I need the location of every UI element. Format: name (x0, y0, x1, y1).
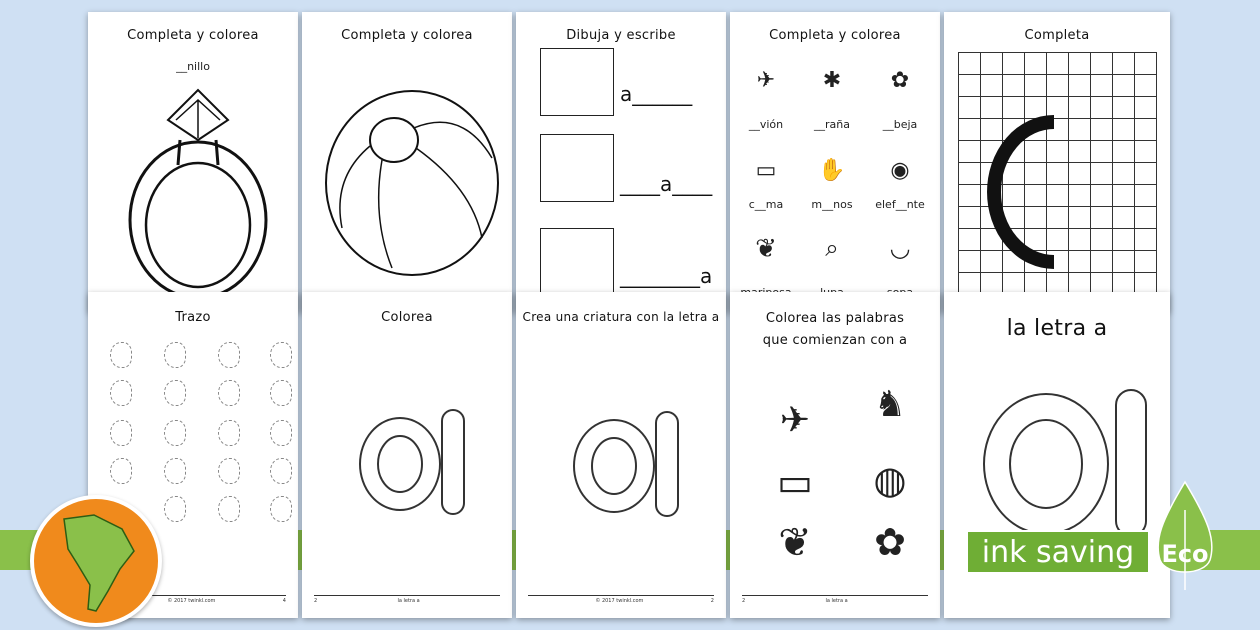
airplane-icon: ✈ (756, 68, 776, 93)
sheet-title: Completa y colorea (769, 28, 901, 43)
dashed-letter (270, 342, 292, 368)
sheet-footer (314, 595, 500, 608)
dashed-letter (270, 496, 292, 522)
dashed-letter (218, 458, 240, 484)
leaf-icon (1152, 480, 1218, 590)
sheet-complete-words (730, 12, 940, 312)
sheet-footer (528, 595, 714, 608)
sheet-ball (302, 12, 512, 312)
airplane-icon: ✈ (779, 400, 811, 441)
ball-icon: ◍ (873, 458, 907, 502)
drawing-box (540, 48, 614, 116)
dashed-letter (110, 458, 132, 484)
sheet-title: Dibuja y escribe (566, 28, 676, 43)
bed-icon: ▭ (755, 158, 777, 183)
beach-ball-illustration (322, 88, 502, 278)
dashed-letter (110, 380, 132, 406)
write-line: ____a____ (620, 172, 713, 196)
footer-copyright: © 2017 twinkl.com (595, 598, 644, 604)
south-america-badge (30, 495, 162, 627)
sheet-title: Colorea (381, 310, 433, 325)
word-blank: __raña (814, 118, 850, 131)
drawing-box (540, 228, 614, 296)
word-blank: elef__nte (875, 198, 925, 211)
dashed-letter (270, 458, 292, 484)
ink-saving-label: ink saving (966, 530, 1150, 574)
word-blank: __beja (882, 118, 918, 131)
footer-page: 2 (710, 598, 714, 604)
write-line: ________a (620, 264, 713, 288)
sheet-title: Crea una criatura con la letra a (522, 310, 720, 324)
dashed-letter (218, 380, 240, 406)
sheet-footer (742, 595, 928, 608)
dashed-letter (164, 458, 186, 484)
write-line: a______ (620, 82, 693, 106)
footer-page: 2 (742, 598, 746, 604)
dashed-letter (218, 496, 240, 522)
cat-icon: ♞ (873, 384, 907, 425)
word-blank: __vión (748, 118, 784, 131)
dashed-letter (218, 342, 240, 368)
elephant-icon: ◉ (890, 158, 910, 183)
sheet-title: Colorea las palabras que comienzan con a (762, 311, 908, 348)
outline-letter-a (352, 402, 472, 522)
cover-title: la letra a (1006, 316, 1108, 341)
word-blank: m__nos (811, 198, 853, 211)
sheet-title: Completa y colorea (341, 28, 473, 43)
ring-illustration (118, 80, 278, 300)
sheet-grid-letter (944, 12, 1170, 312)
eco-label: Eco (1161, 540, 1209, 568)
dashed-letter (164, 342, 186, 368)
spider-icon: ✱ (822, 68, 842, 93)
bee-icon: ✿ (874, 520, 906, 564)
sheet-title: Trazo (175, 310, 211, 325)
butterfly-icon: ❦ (755, 234, 777, 264)
half-letter-c (984, 112, 1064, 272)
word-blank: c__ma (748, 198, 784, 211)
dashed-letter (164, 380, 186, 406)
dashed-letter (218, 420, 240, 446)
word-prompt: __nillo (176, 60, 210, 73)
south-america-map-icon (34, 499, 158, 623)
sheet-color-a (302, 292, 512, 618)
eco-badge (1152, 480, 1218, 590)
magnifier-icon: ⌕ (825, 234, 839, 262)
sheet-color-words (730, 292, 940, 618)
footer-label: la letra a (825, 598, 848, 604)
sheet-title: Completa (1024, 28, 1090, 43)
hands-icon: ✋ (818, 158, 846, 183)
bee-icon: ✿ (890, 68, 910, 93)
cover-letter-a (980, 386, 1150, 536)
dashed-letter (270, 380, 292, 406)
outline-letter-a (566, 404, 686, 524)
dashed-letter (164, 420, 186, 446)
footer-label: la letra a (397, 598, 420, 604)
dashed-letter (110, 342, 132, 368)
drawing-box (540, 134, 614, 202)
dashed-letter (110, 420, 132, 446)
sheet-creature (516, 292, 726, 618)
bowl-icon: ◡ (889, 234, 911, 262)
bed-icon: ▭ (777, 460, 813, 504)
footer-copyright: © 2017 twinkl.com (167, 598, 216, 604)
footer-page: 2 (314, 598, 318, 604)
sheet-title: Completa y colorea (127, 28, 259, 43)
dashed-letter (270, 420, 292, 446)
dashed-letter (164, 496, 186, 522)
sheet-draw-write (516, 12, 726, 312)
footer-page: 4 (282, 598, 286, 604)
butterfly-icon: ❦ (778, 520, 812, 566)
sheet-ring (88, 12, 298, 312)
